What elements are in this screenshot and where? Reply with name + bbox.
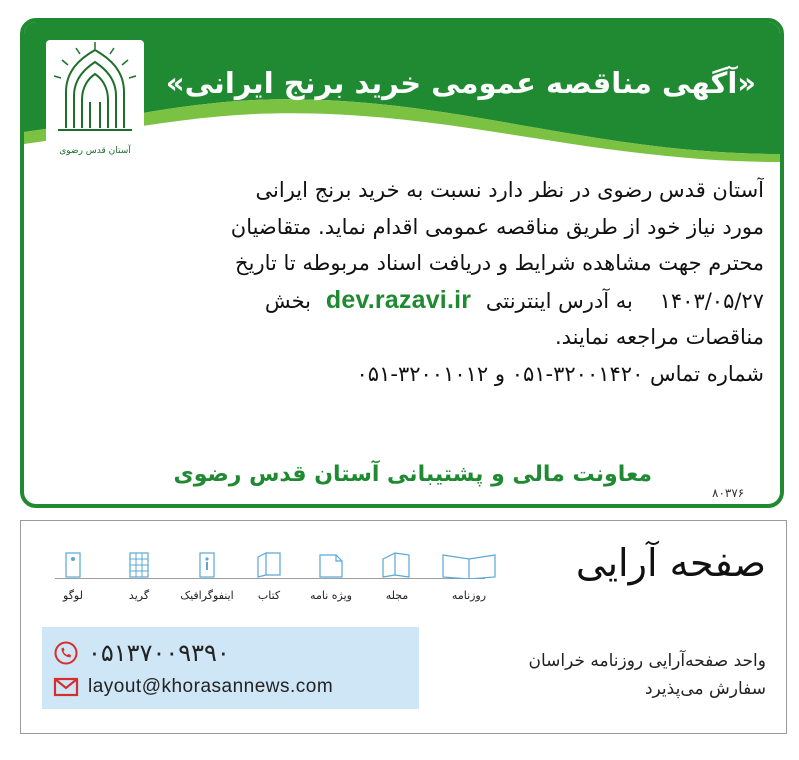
- magazine-icon: [379, 549, 415, 579]
- book-icon: [252, 549, 286, 579]
- service-label-infographic: اینفوگرافیک: [180, 589, 234, 602]
- tender-notice: [20, 18, 784, 508]
- grid-icon: [124, 549, 154, 579]
- logo-caption: آستان قدس رضوی: [59, 146, 131, 156]
- service-label-book: کتاب: [257, 589, 281, 602]
- section-word: بخش: [264, 288, 311, 313]
- shrine-dome-icon: [46, 40, 144, 140]
- service-magazine: [367, 549, 427, 611]
- contact-phones: شماره تماس ۳۲۰۰۱۴۲۰-۰۵۱ و ۳۲۰۰۱۰۱۲-۰۵۱: [356, 361, 764, 386]
- phone-number[interactable]: ۰۵۱۳۷۰۰۹۳۹۰: [88, 639, 230, 667]
- service-label-special-issue: ویژه نامه: [310, 589, 352, 602]
- body-line-2: مورد نیاز خود از طریق مناقصه عمومی اقدام نماید. متقاضیان: [230, 214, 764, 239]
- notice-title: «آگهی مناقصه عمومی خرید برنج ایرانی»: [165, 66, 756, 100]
- address-phrase: به آدرس اینترنتی: [485, 288, 633, 313]
- service-infographic: [177, 549, 237, 611]
- body-line-1: آستان قدس رضوی در نظر دارد نسبت به خرید برنج ایرانی: [255, 178, 764, 202]
- ad-code: ۸۰۳۷۶: [712, 486, 745, 500]
- infographic-icon: [192, 549, 222, 579]
- service-book: [239, 549, 299, 611]
- service-newspaper: [439, 549, 499, 611]
- notice-body: [34, 172, 764, 392]
- email-icon-wrap: [52, 675, 80, 699]
- ad-description-line-1: واحد صفحه‌آرایی روزنامه خراسان: [528, 651, 766, 671]
- astan-quds-logo: [46, 40, 144, 160]
- layout-service-ad: [20, 520, 787, 734]
- notice-signature: معاونت مالی و پشتیبانی آستان قدس رضوی: [173, 462, 652, 487]
- body-line-4: [34, 282, 764, 320]
- phone-row: [52, 639, 230, 667]
- service-label-magazine: مجله: [385, 589, 409, 602]
- phone-icon: [53, 641, 79, 665]
- services-row: [43, 549, 499, 609]
- service-label-logo: لوگو: [63, 589, 83, 602]
- tender-url-link[interactable]: dev.razavi.ir: [325, 285, 472, 314]
- special-issue-icon: [314, 549, 348, 579]
- body-line-5: مناقصات مراجعه نمایند.: [554, 325, 764, 349]
- contact-box: [42, 627, 419, 709]
- ad-title: صفحه آرایی: [575, 541, 766, 585]
- deadline-date: ۱۴۰۳/۰۵/۲۷: [659, 288, 764, 313]
- mail-icon: [53, 677, 79, 697]
- phone-icon-wrap: [52, 641, 80, 665]
- email-row: [52, 675, 333, 699]
- notice-banner: [24, 22, 780, 168]
- ad-description: [528, 647, 766, 703]
- service-label-newspaper: روزنامه: [451, 589, 487, 602]
- logo-icon: [58, 549, 88, 579]
- service-special-issue: [301, 549, 361, 611]
- email-address[interactable]: layout@khorasannews.com: [88, 676, 334, 697]
- newspaper-icon: [439, 549, 499, 579]
- body-line-3: محترم جهت مشاهده شرایط و دریافت اسناد مربوطه تا تاریخ: [235, 251, 764, 275]
- ad-description-line-2: سفارش می‌پذیرد: [644, 679, 766, 699]
- service-grid: [109, 549, 169, 611]
- service-logo: [43, 549, 103, 611]
- service-label-grid: گرید: [128, 589, 150, 602]
